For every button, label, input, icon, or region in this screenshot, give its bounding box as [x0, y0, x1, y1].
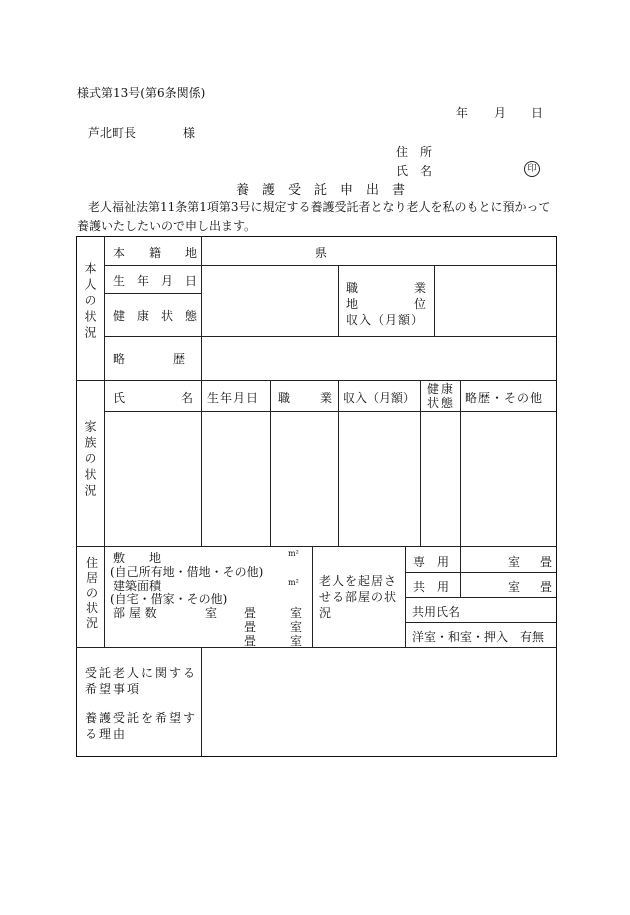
family-header-income: 収入（月額） [343, 391, 416, 405]
history-label: 略 歴 [113, 352, 186, 366]
exclusive-label: 専 用 [413, 555, 450, 569]
family-section-label: 家族の状況 [83, 420, 97, 500]
rooms-jo-3: 畳 [244, 634, 257, 648]
intro-line-2: 養護いたしたいので申し出ます。 [77, 219, 257, 233]
job-label: 職 業 [346, 281, 426, 295]
addressee-mayor: 芦北町長 [88, 126, 137, 140]
date-year: 年 [456, 106, 469, 120]
intro-line-1: 老人福祉法第11条第1項第3号に規定する養護受託者となり老人を私のもとに預かって [88, 200, 551, 214]
shared-names-label: 共用氏名 [412, 605, 461, 619]
position-label: 地 位 [346, 297, 426, 311]
applicant-name-label: 氏 名 [396, 164, 433, 178]
applicant-address-label: 住 所 [396, 145, 433, 159]
rooms-shitsu-3: 室 [290, 620, 303, 634]
income-label: 収入（月額） [346, 313, 425, 327]
health-label: 健 康 状 態 [113, 309, 198, 323]
floor-m2: m² [288, 578, 299, 587]
form-number: 様式第13号(第6条関係) [77, 86, 206, 100]
shared-jo: 畳 [540, 580, 553, 594]
site-label: 敷 地 [113, 551, 162, 565]
wishes-label-2: 養護受託を希望する理由 [85, 711, 198, 741]
family-header-birth: 生年月日 [207, 391, 260, 405]
honseki-label: 本 籍 地 [113, 246, 198, 260]
birth-label: 生 年 月 日 [113, 274, 198, 288]
rooms-jo-2: 畳 [244, 620, 257, 634]
exclusive-jo: 畳 [540, 555, 553, 569]
housing-section-label-text: 住居の状況 [85, 556, 98, 630]
wishes-label-1: 受託老人に関する希望事項 [85, 666, 198, 696]
shared-label: 共 用 [413, 580, 450, 594]
floor-label: 建築面積 [113, 579, 162, 593]
date-month: 月 [494, 106, 507, 120]
person-section-label: 本人の状況 [83, 262, 97, 342]
rooms-jo-1: 畳 [244, 606, 257, 620]
document-title: 養 護 受 託 申 出 書 [236, 183, 406, 198]
floor-sub: (自宅・借家・その他) [110, 592, 228, 606]
rooms-shitsu-1: 室 [205, 606, 218, 620]
exclusive-shitsu: 室 [508, 555, 521, 569]
addressee-honorific: 様 [183, 126, 196, 140]
ken-label: 県 [315, 246, 328, 260]
site-sub: (自己所有地・借地・その他) [110, 565, 264, 579]
room-status-label: 老人を起居させる部屋の状況 [319, 574, 398, 620]
rooms-shitsu-4: 室 [290, 634, 303, 648]
family-header-job: 職 業 [278, 391, 332, 405]
room-types-label: 洋室・和室・押入 有無 [412, 630, 545, 644]
rooms-shitsu-2: 室 [290, 606, 303, 620]
family-header-history: 略歴・その他 [465, 391, 544, 405]
rooms-label: 部 屋 数 [113, 606, 157, 620]
family-header-health: 健康 状態 [427, 382, 456, 410]
family-header-name: 氏 名 [113, 391, 193, 405]
date-day: 日 [531, 106, 544, 120]
site-m2: m² [288, 549, 299, 558]
seal-mark: 印 [524, 161, 540, 177]
shared-shitsu: 室 [508, 580, 521, 594]
